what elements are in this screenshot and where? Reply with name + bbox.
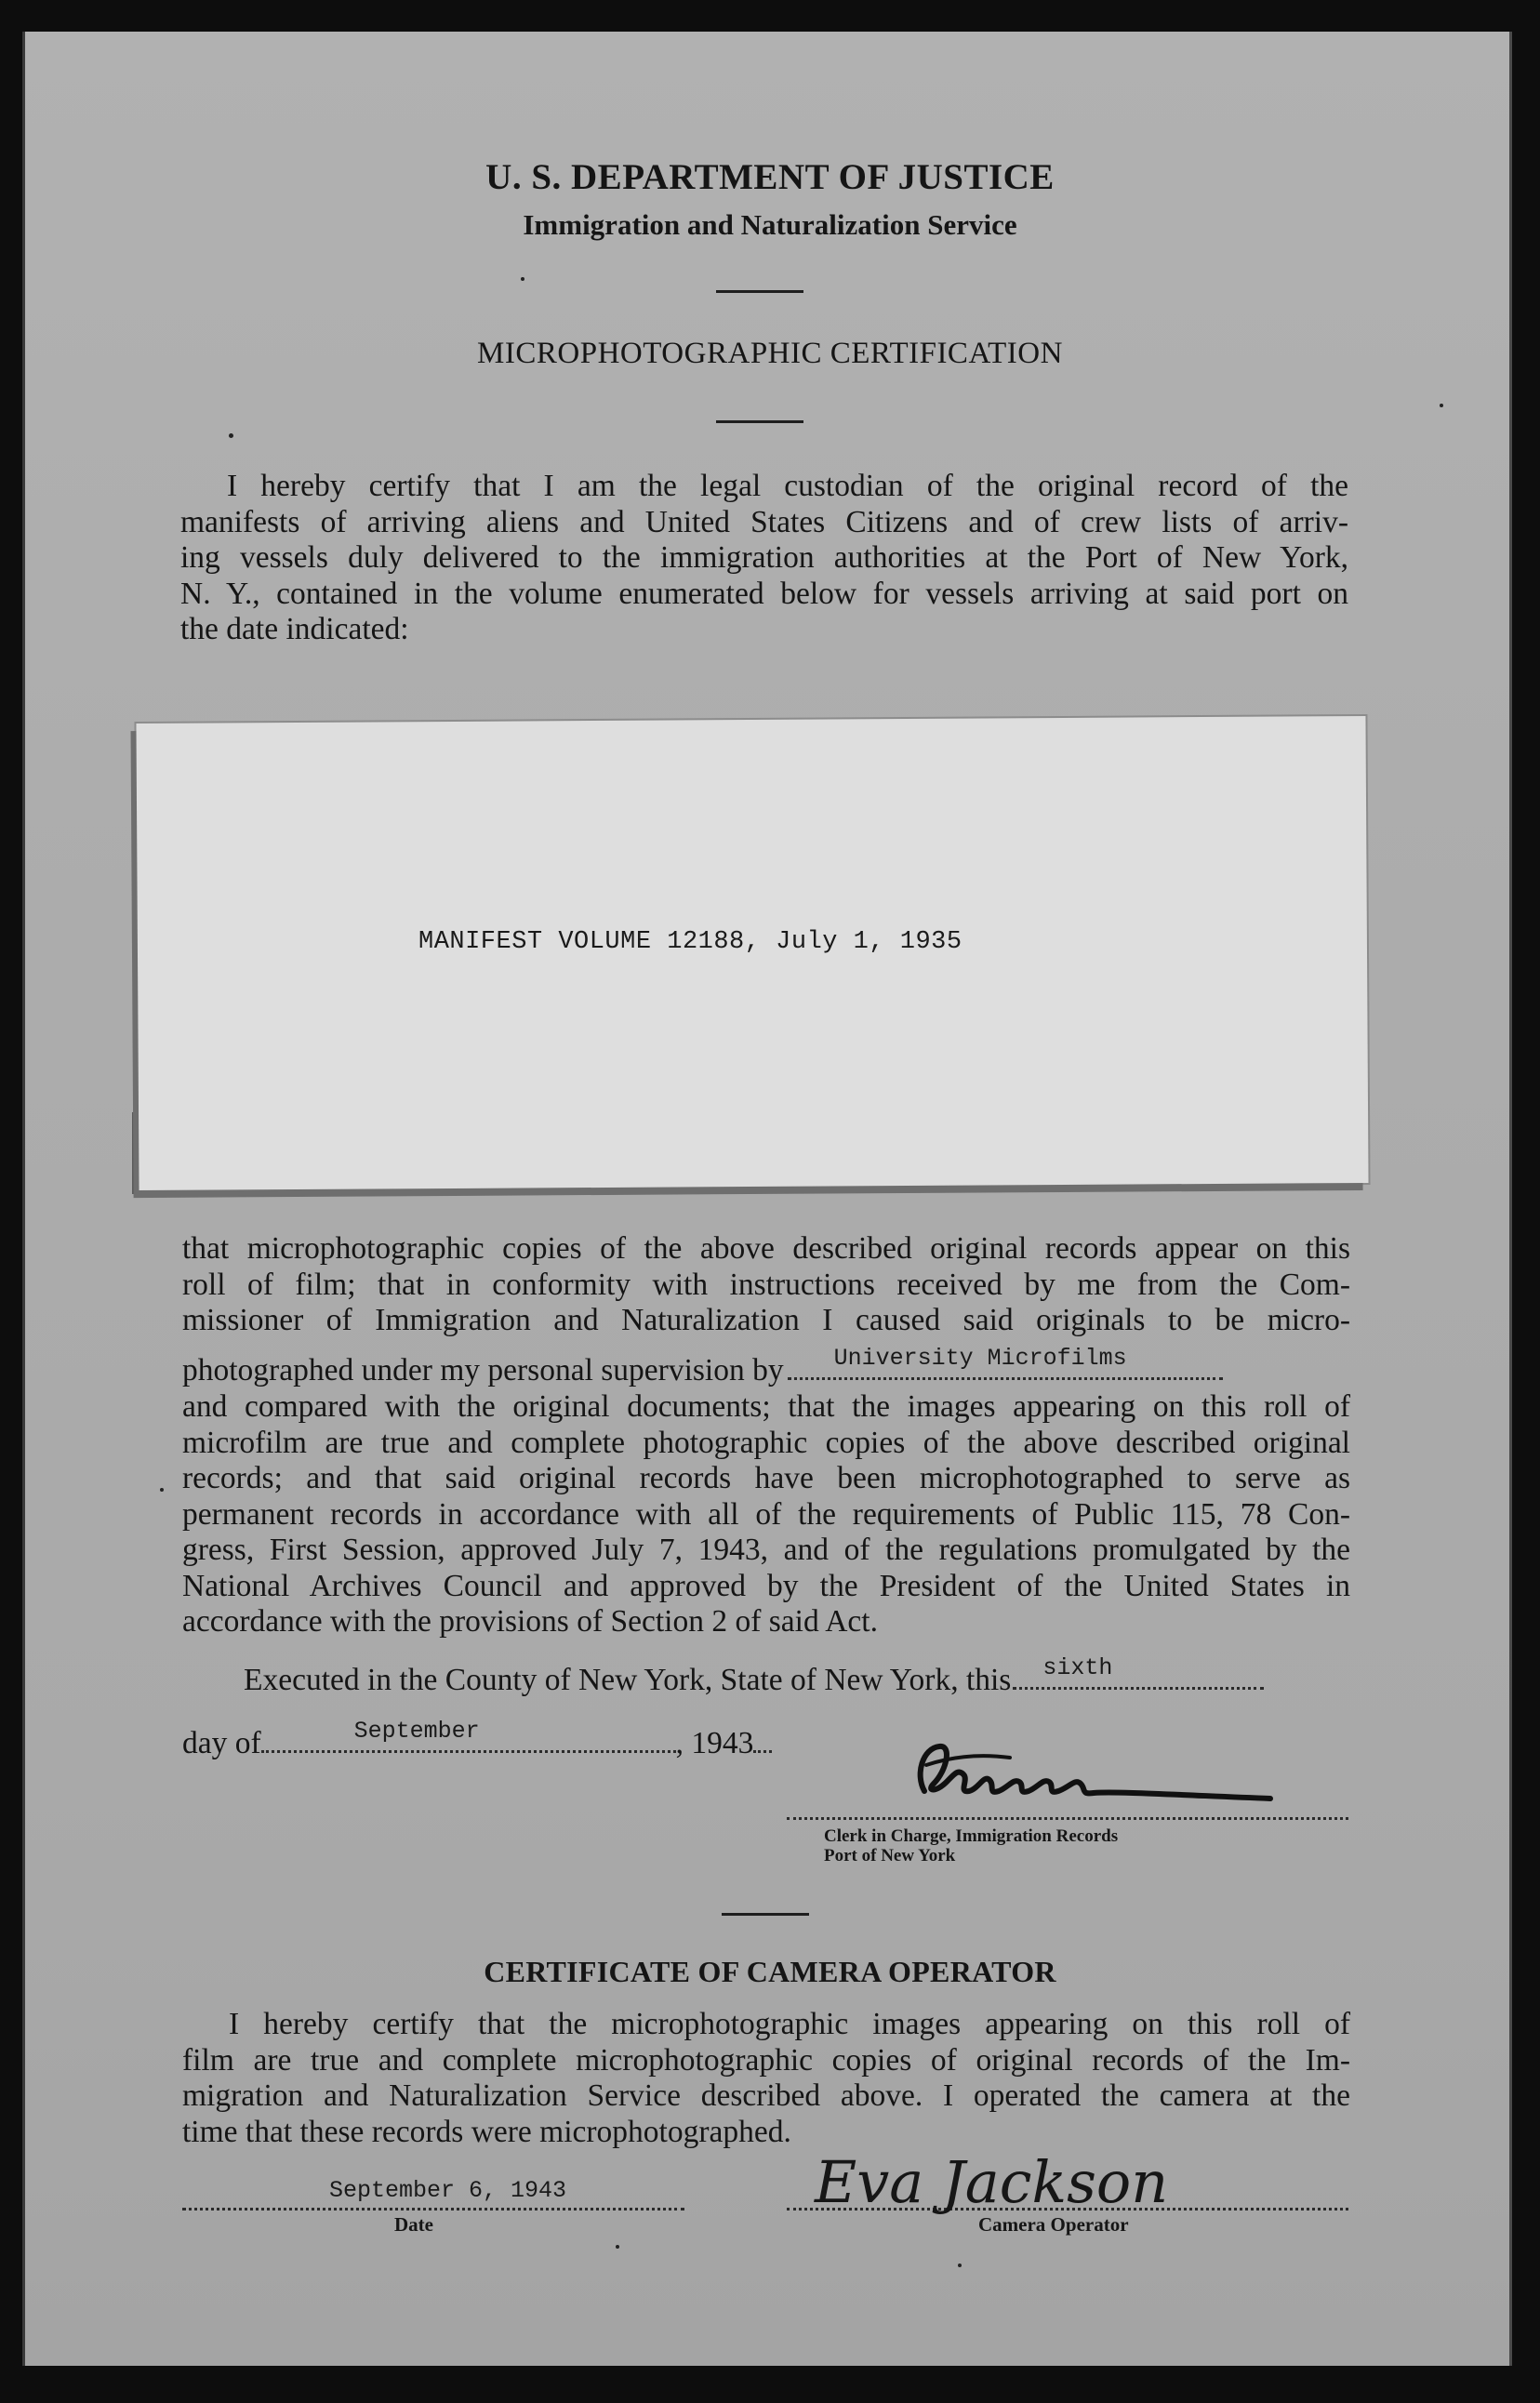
- month-fill-line: [261, 1718, 676, 1753]
- clerk-port: Port of New York: [824, 1846, 956, 1865]
- body-line: permanent records in accordance with all of the requirements of Public 115, 78 Con-: [182, 1496, 1350, 1532]
- divider-rule: [716, 290, 803, 293]
- body-paragraph-continued: [182, 1389, 1350, 1640]
- day-of-label: day of: [182, 1726, 261, 1760]
- body-line: microfilm are true and complete photographic copies of the above described original: [182, 1425, 1350, 1460]
- year-text: , 1943: [675, 1726, 754, 1760]
- camera-certificate-title: CERTIFICATE OF CAMERA OPERATOR: [484, 1955, 1056, 1988]
- company-fill-line: [788, 1345, 1223, 1380]
- body-line: records; and that said original records have been microphotographed to serve as: [182, 1461, 1350, 1495]
- camera-line: time that these records were microphotographed.: [182, 2114, 791, 2149]
- body-line: accordance with the provisions of Section 2 of said Act.: [182, 1604, 878, 1639]
- film-speck: [958, 2264, 962, 2267]
- camera-paragraph: [182, 2007, 1350, 2150]
- day-value: sixth: [1042, 1654, 1113, 1681]
- camera-operator-signature: [809, 2133, 1200, 2226]
- day-fill-line: [1013, 1654, 1264, 1690]
- department-heading: U. S. DEPARTMENT OF JUSTICE: [485, 157, 1055, 197]
- clerk-title: Clerk in Charge, Immigration Records: [824, 1826, 1119, 1846]
- body-line: National Archives Council and approved by the President of the United States in: [182, 1568, 1350, 1603]
- body-line: and compared with the original documents; that the images appearing on this roll of: [182, 1389, 1350, 1424]
- divider-rule: [716, 420, 803, 423]
- film-speck: [160, 1488, 164, 1492]
- body-line: gress, First Session, approved July 7, 1943, and of the regulations promulgated by the: [182, 1533, 1350, 1567]
- camera-date-label: Date: [394, 2213, 433, 2236]
- intro-line: N. Y., contained in the volume enumerated below for vessels arriving at said port on: [180, 576, 1348, 611]
- camera-operator-label: Camera Operator: [978, 2213, 1129, 2236]
- intro-line: I hereby certify that I am the legal custodian of the original record of the: [227, 469, 1348, 503]
- film-speck: [521, 277, 524, 281]
- service-subheading: Immigration and Naturalization Service: [523, 208, 1017, 241]
- body-line: roll of film; that in conformity with instructions received by me from the Com-: [182, 1267, 1350, 1302]
- intro-line: ing vessels duly delivered to the immigration authorities at the Port of New York,: [180, 540, 1348, 575]
- film-speck: [1440, 404, 1443, 407]
- body-line: that microphotographic copies of the above described original records appear on this: [182, 1231, 1350, 1266]
- execution-text: Executed in the County of New York, State of New York, this: [244, 1663, 1012, 1697]
- certification-title: MICROPHOTOGRAPHIC CERTIFICATION: [477, 337, 1063, 370]
- clerk-caption: [824, 1826, 1118, 1865]
- camera-line: migration and Naturalization Service described above. I operated the camera at the: [182, 2078, 1350, 2113]
- svg-text:Eva Jackson: Eva Jackson: [815, 2148, 1169, 2216]
- manifest-volume-text: MANIFEST VOLUME 12188, July 1, 1935: [418, 928, 962, 956]
- year-fill-line: [753, 1726, 772, 1753]
- camera-line: film are true and complete microphotographic copies of original records of the Im-: [182, 2042, 1350, 2078]
- divider-rule: [722, 1913, 809, 1916]
- date-line: [182, 1718, 772, 1761]
- clerk-signature: [898, 1737, 1289, 1821]
- intro-line: manifests of arriving aliens and United States Citizens and of crew lists of arriv-: [180, 504, 1348, 539]
- body-paragraph: [182, 1231, 1350, 1339]
- supervision-text: photographed under my personal supervision by: [182, 1353, 784, 1387]
- body-line: missioner of Immigration and Naturalization I caused said originals to be micro-: [182, 1303, 1350, 1337]
- intro-paragraph: [180, 469, 1348, 648]
- camera-date-value: September 6, 1943: [329, 2177, 567, 2204]
- film-speck: [616, 2245, 619, 2249]
- month-value: September: [353, 1718, 480, 1745]
- intro-line: the date indicated:: [180, 612, 409, 646]
- camera-line: I hereby certify that the microphotographic images appearing on this roll of: [229, 2007, 1350, 2041]
- film-speck: [229, 433, 233, 438]
- camera-date-line: [182, 2176, 684, 2210]
- supervision-line: [182, 1345, 1350, 1388]
- execution-line: [244, 1654, 1264, 1698]
- company-name: University Microfilms: [833, 1345, 1127, 1372]
